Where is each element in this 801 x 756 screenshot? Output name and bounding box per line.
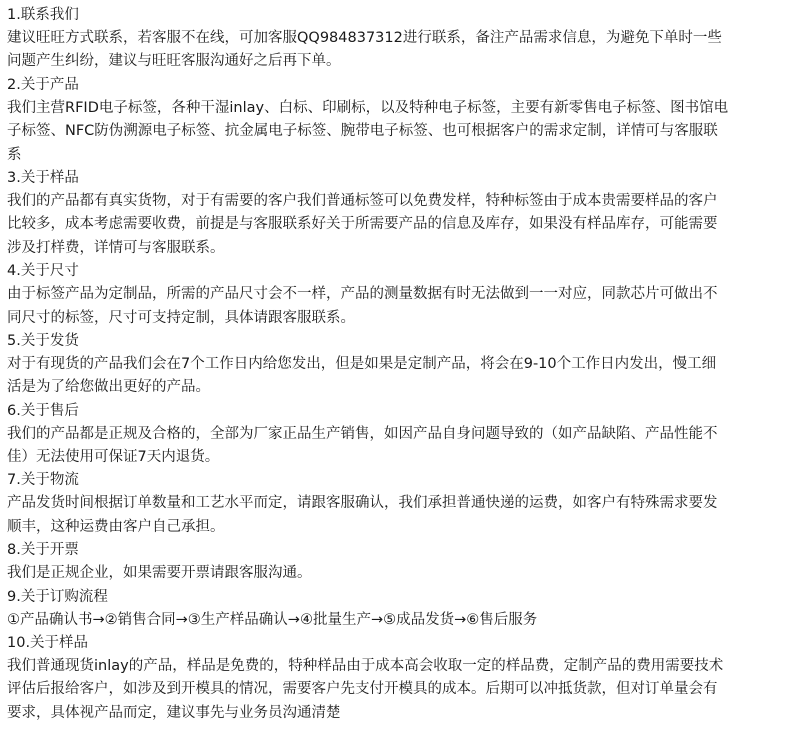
paragraph-line: 我们的产品都是正规及合格的，全部为厂家正品生产销售，如因产品自身问题导致的（如产品缺陷、产品性能不 — [7, 425, 718, 442]
section-heading: 6.关于售后 — [7, 402, 79, 419]
paragraph-line: 同尺寸的标签，尺寸可支持定制，具体请跟客服联系。 — [7, 309, 355, 326]
section-after-sales — [7, 400, 801, 470]
section-heading: 5.关于发货 — [7, 332, 79, 349]
paragraph-line: 对于有现货的产品我们会在7个工作日内给您发出，但是如果是定制产品，将会在9-10个工作日内发出，慢工细 — [7, 355, 717, 372]
section-heading: 10.关于样品 — [7, 635, 89, 652]
section-size — [7, 260, 801, 330]
section-heading: 2.关于产品 — [7, 76, 79, 93]
paragraph-line: 由于标签产品为定制品，所需的产品尺寸会不一样，产品的测量数据有时无法做到一一对应，同款芯片可做出不 — [7, 286, 718, 303]
paragraph-line: 我们是正规企业，如果需要开票请跟客服沟通。 — [7, 565, 312, 582]
paragraph-line: 问题产生纠纷，建议与旺旺客服沟通好之后再下单。 — [7, 53, 341, 70]
section-products — [7, 74, 801, 167]
section-heading: 8.关于开票 — [7, 542, 79, 559]
paragraph-line: 佳）无法使用可保证7天内退货。 — [7, 449, 220, 466]
paragraph-line: 建议旺旺方式联系，若客服不在线，可加客服QQ984837312进行联系，备注产品需求信息，为避免下单时一些 — [7, 30, 722, 46]
section-heading: 9.关于订购流程 — [7, 588, 108, 605]
section-heading: 3.关于样品 — [7, 169, 79, 186]
section-shipping — [7, 330, 801, 400]
section-contact — [7, 4, 801, 74]
section-heading: 7.关于物流 — [7, 472, 79, 489]
paragraph-line: 系 — [7, 146, 22, 163]
paragraph-line: 涉及打样费，详情可与客服联系。 — [7, 239, 225, 256]
section-invoicing — [7, 539, 801, 585]
paragraph-line: 要求，具体视产品而定，建议事先与业务员沟通清楚 — [7, 704, 341, 721]
section-logistics — [7, 469, 801, 539]
section-samples — [7, 167, 801, 260]
paragraph-line: 比较多，成本考虑需要收费，前提是与客服联系好关于所需要产品的信息及库存，如果没有样品库存，可能需要 — [7, 216, 718, 233]
paragraph-line: 产品发货时间根据订单数量和工艺水平而定，请跟客服确认，我们承担普通快递的运费，如客户有特殊需求要发 — [7, 495, 718, 512]
section-order-process — [7, 586, 801, 632]
paragraph-line: 子标签、NFC防伪溯源电子标签、抗金属电子标签、腕带电子标签、也可根据客户的需求定制，详情可与客服联 — [7, 123, 718, 140]
paragraph-line: 活是为了给您做出更好的产品。 — [7, 379, 210, 396]
section-heading: 1.联系我们 — [7, 7, 79, 23]
section-sample-fees — [7, 632, 801, 725]
paragraph-line: 评估后报给客户，如涉及到开模具的情况，需要客户先支付开模具的成本。后期可以冲抵货款，但对订单量会有 — [7, 681, 718, 698]
paragraph-line: 我们普通现货inlay的产品，样品是免费的，特种样品由于成本高会收取一定的样品费，定制产品的费用需要技术 — [7, 658, 724, 675]
order-process-steps: ①产品确认书→②销售合同→③生产样品确认→④批量生产→⑤成品发货→⑥售后服务 — [7, 611, 538, 628]
section-heading: 4.关于尺寸 — [7, 263, 79, 280]
paragraph-line: 我们的产品都有真实货物，对于有需要的客户我们普通标签可以免费发样，特种标签由于成本贵需要样品的客户 — [7, 192, 718, 209]
paragraph-line: 顺丰，这种运费由客户自己承担。 — [7, 518, 225, 535]
paragraph-line: 我们主营RFID电子标签，各种干湿inlay、白标、印刷标，以及特种电子标签，主要有新零售电子标签、图书馆电 — [7, 99, 729, 116]
